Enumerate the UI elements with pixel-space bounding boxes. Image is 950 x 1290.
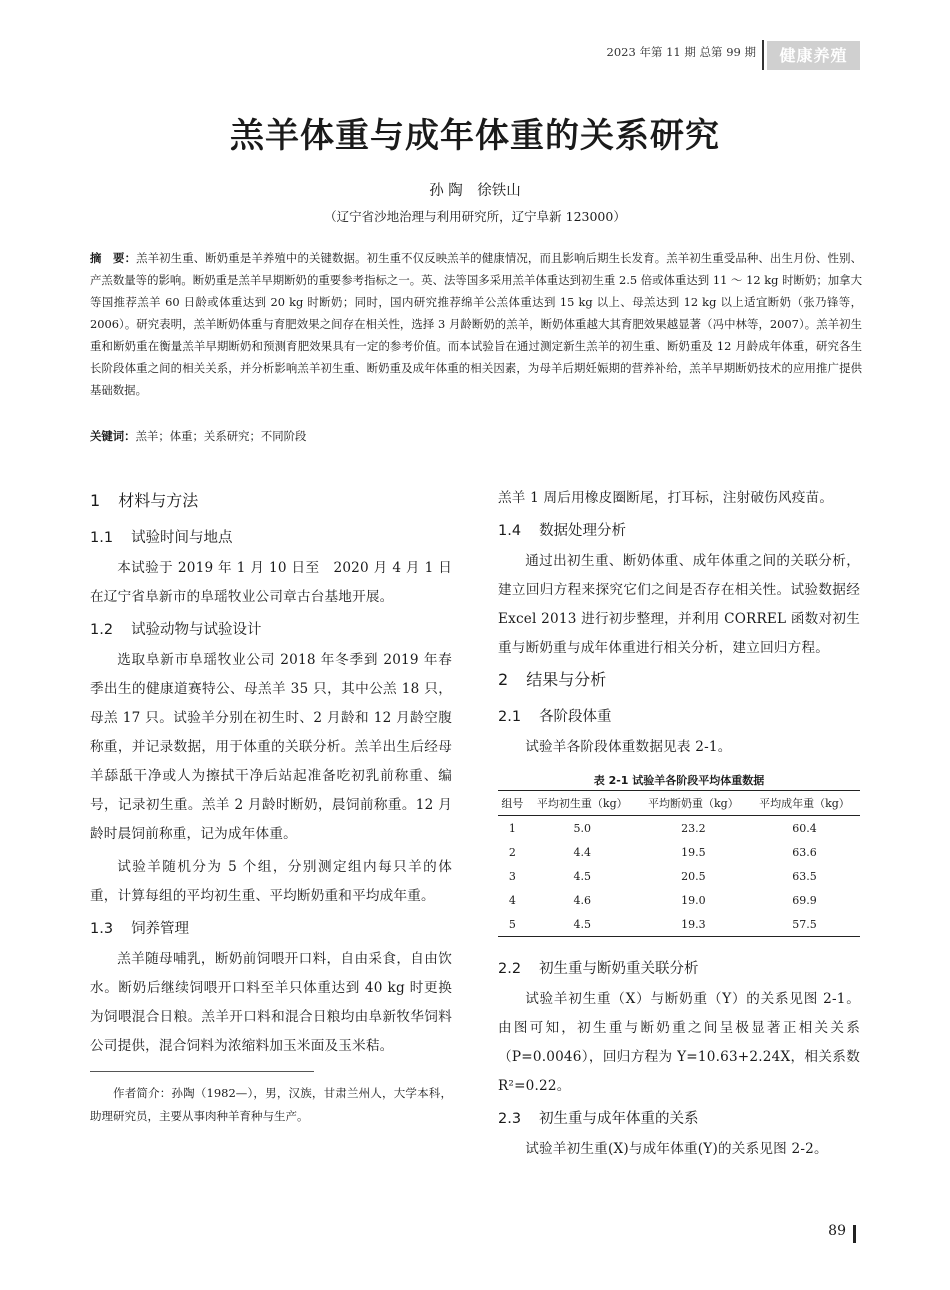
table-cell: 5 [498,912,527,937]
table-cell: 57.5 [749,912,860,937]
table-header-cell: 平均初生重（kg） [527,791,638,816]
table-caption: 表 2-1 试验羊各阶段平均体重数据 [593,774,765,787]
table-cell: 4.5 [573,869,592,883]
author-footnote: 作者简介：孙陶（1982—），男，汉族，甘肃兰州人，大学本科，助理研究员，主要从事肉种羊育种与生产。 [90,1086,452,1123]
keywords [90,425,862,447]
table-header-cell: 平均断奶重（kg） [638,791,749,816]
paragraph: 通过出初生重、断奶体重、成年体重之间的关联分析，建立回归方程来探究它们之间是否存在相关性。试验数据经 Excel 2013 进行初步整理，并利用 CORREL 函数对初生重与断奶重与成年体重进行相关分析，建立回归方程。 [498,553,860,656]
table-cell: 63.5 [792,869,817,883]
table-row [498,864,860,888]
table-cell: 4.4 [573,845,592,859]
table-cell: 4 [508,893,516,907]
subsection-heading: 1.4 数据处理分析 [498,523,627,539]
table-cell: 20.5 [681,869,706,883]
paragraph: 本试验于 2019 年 1 月 10 日至 2020 月 4 月 1 日在辽宁省阜新市的阜瑶牧业公司章古台基地开展。 [90,560,452,605]
table-cell: 2 [508,845,516,859]
table-header-row [498,791,860,816]
keywords-text: 羔羊；体重；关系研究；不同阶段 [135,429,307,443]
weight-table [498,790,860,937]
table-cell: 60.4 [792,821,817,835]
paragraph: 试验羊初生重（X）与断奶重（Y）的关系见图 2-1。由图可知，初生重与断奶重之间呈极显著正相关关系（P=0.0046），回归方程为 Y=10.63+2.24X，相关系数 R²=0.22。 [498,991,860,1094]
section-heading: 2 结果与分析 [498,670,607,689]
table-cell: 19.5 [681,845,706,859]
left-column [90,484,452,1128]
footnote-divider [90,1071,314,1072]
table-row [498,840,860,864]
table-cell: 19.0 [681,893,706,907]
table-cell: 1 [508,821,516,835]
subsection-heading: 2.3 初生重与成年体重的关系 [498,1111,699,1127]
table-row [498,888,860,912]
subsection-heading: 1.2 试验动物与试验设计 [90,622,262,638]
keywords-label: 关键词： [90,429,136,443]
subsection-heading: 1.3 饲养管理 [90,921,190,937]
table-row [498,816,860,841]
table-cell: 5.0 [573,821,592,835]
affiliation: （辽宁省沙地治理与利用研究所，辽宁阜新 123000） [324,209,626,224]
journal-issue: 2023 年第 11 期 总第 99 期 [606,45,756,59]
table-cell: 23.2 [681,821,706,835]
paragraph: 羔羊 1 周后用橡皮圈断尾，打耳标，注射破伤风疫苗。 [498,490,834,506]
table-cell: 4.6 [573,893,592,907]
subsection-heading: 2.2 初生重与断奶重关联分析 [498,961,699,977]
table-header-cell: 平均成年重（kg） [749,791,860,816]
header-divider [762,40,764,70]
abstract [90,247,862,401]
abstract-label: 摘 要： [90,251,137,265]
paragraph: 选取阜新市阜瑶牧业公司 2018 年冬季到 2019 年春季出生的健康道赛特公、母羔羊 35 只，其中公羔 18 只，母羔 17 只。试验羊分别在初生时、2 月龄和 12 月龄空腹称重，并记录数据，用于体重的关联分析。羔羊出生后经母羊舔舐干净或人为擦拭干净后站起准备吃初乳前称重、编号，记录初生重。羔羊 2 月龄时断奶，晨饲前称重。12 月龄时晨饲前称重，记为成年体重。 [90,652,452,842]
table-cell: 63.6 [792,845,817,859]
table-row [498,912,860,937]
table-cell: 3 [508,869,516,883]
table-cell: 4.5 [527,912,638,937]
table-cell: 19.3 [638,912,749,937]
paragraph: 试验羊随机分为 5 个组，分别测定组内每只羊的体重，计算每组的平均初生重、平均断奶重和平均成年重。 [90,859,452,904]
paragraph: 试验羊各阶段体重数据见表 2-1。 [525,739,732,755]
journal-section-tag: 健康养殖 [767,41,860,70]
page-number-bar [853,1225,856,1243]
article-title: 羔羊体重与成年体重的关系研究 [230,116,720,156]
right-column [498,484,860,1168]
table-cell: 69.9 [792,893,817,907]
page-number: 89 [828,1223,846,1239]
paragraph: 试验羊初生重(X)与成年体重(Y)的关系见图 2-2。 [525,1141,828,1157]
paragraph: 羔羊随母哺乳，断奶前饲喂开口料，自由采食，自由饮水。断奶后继续饲喂开口料至羊只体重达到 40 kg 时更换为饲喂混合日粮。羔羊开口料和混合日粮均由阜新牧华饲料公司提供，混合饲料为浓缩料加玉米面及玉米秸。 [90,951,452,1054]
abstract-text: 羔羊初生重、断奶重是羊养殖中的关键数据。初生重不仅反映羔羊的健康情况，而且影响后期生长发育。羔羊初生重受品种、出生月份、性别、产羔数量等的影响。断奶重是羔羊早期断奶的重要参考指标之一。英、法等国多采用羔羊体重达到初生重 2.5 倍或体重达到 11 ～ 12 kg 时断奶；加拿大等国推荐羔羊 60 日龄或体重达到 20 kg 时断奶；同时，国内研究推荐绵羊公羔体重达到 15 kg 以上、母羔达到 12 kg 以上适宜断奶（张乃锋等，2006）。研究表明，羔羊断奶体重与育肥效果之间存在相关性，选择 3 月龄断奶的羔羊，断奶体重越大其育肥效果越显著（冯中林等，2007）。羔羊初生重和断奶重在衡量羔羊早期断奶和预测育肥效果具有一定的参考价值。而本试验旨在通过测定新生羔羊的初生重、断奶重及 12 月龄成年体重，研究各生长阶段体重之间的相关关系，并分析影响羔羊初生重、断奶重及成年体重的相关因素，为母羊后期妊娠期的营养补给，羔羊早期断奶技术的应用推广提供基础数据。 [90,251,862,397]
table-header-cell: 组号 [498,791,527,816]
subsection-heading: 2.1 各阶段体重 [498,709,612,725]
authors: 孙 陶 徐铁山 [429,183,521,199]
section-heading: 1 材料与方法 [90,491,199,510]
subsection-heading: 1.1 试验时间与地点 [90,530,233,546]
